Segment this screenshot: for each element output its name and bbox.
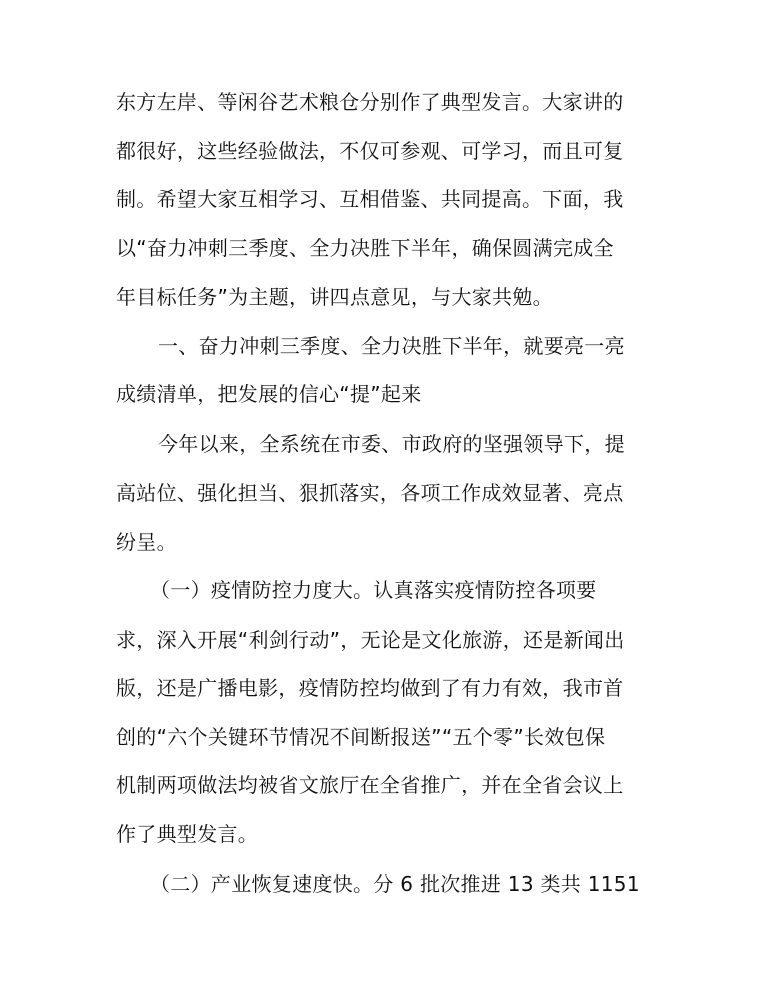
text-line: 今年以来，全系统在市委、市政府的坚强领导下，提 [158, 432, 625, 456]
text-line: 高站位、强化担当、狠抓落实，各项工作成效显著、亮点 [116, 481, 624, 505]
subsection-heading: （二）产业恢复速度快。分 6 批次推进 13 类共 1151 [150, 872, 640, 896]
text-line: 创的“六个关键环节情况不间断报送”“五个零”长效包保 [116, 725, 606, 749]
text-line: 年目标任务”为主题，讲四点意见，与大家共勉。 [116, 285, 553, 309]
text-line: 求，深入开展“利剑行动”，无论是文化旅游，还是新闻出 [116, 628, 625, 652]
text-line: 版，还是广播电影，疫情防控均做到了有力有效，我市首 [116, 676, 624, 700]
text-line: 作了典型发言。 [116, 822, 259, 846]
text-line: 东方左岸、等闲谷艺术粮仓分别作了典型发言。大家讲的 [116, 90, 624, 114]
subsection-heading: （一）疫情防控力度大。认真落实疫情防控各项要 [150, 578, 597, 602]
text-line: 纷呈。 [116, 530, 177, 554]
section-heading: 一、奋力冲刺三季度、全力决胜下半年，就要亮一亮 [158, 334, 625, 358]
text-line: 机制两项做法均被省文旅厅在全省推广，并在全省会议上 [116, 773, 624, 797]
section-heading: 成绩清单，把发展的信心“提”起来 [116, 382, 422, 406]
text-line: 以“奋力冲刺三季度、全力决胜下半年，确保圆满完成全 [116, 236, 614, 260]
text-line: 制。希望大家互相学习、互相借鉴、共同提高。下面，我 [116, 187, 624, 211]
text-line: 都很好，这些经验做法，不仅可参观、可学习，而且可复 [116, 139, 624, 163]
